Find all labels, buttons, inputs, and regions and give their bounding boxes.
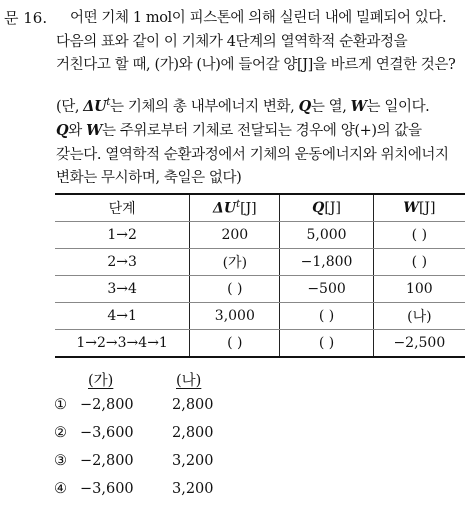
choice-number: ④ bbox=[54, 481, 67, 497]
cell-step: 1→2→3→4→1 bbox=[55, 330, 190, 358]
header-q: Q[J] bbox=[280, 194, 373, 222]
stem-line: 다음의 표와 같이 이 기체가 4단계의 열역학적 순환과정을 bbox=[56, 33, 408, 50]
choice-header-na: (나) bbox=[176, 373, 202, 389]
cell-q: 5,000 bbox=[280, 222, 373, 249]
thermo-cycle-table bbox=[55, 193, 465, 358]
cell-w: 100 bbox=[373, 276, 465, 303]
choice-value-na: 2,800 bbox=[172, 397, 214, 413]
cell-delta-u: 3,000 bbox=[190, 303, 280, 330]
cell-q: ( ) bbox=[280, 330, 373, 358]
cell-w: (나) bbox=[373, 303, 465, 330]
cell-delta-u: 200 bbox=[190, 222, 280, 249]
cell-w: ( ) bbox=[373, 249, 465, 276]
choice-number: ② bbox=[54, 425, 67, 441]
table-row bbox=[55, 303, 465, 330]
cell-step: 1→2 bbox=[55, 222, 190, 249]
cell-w: ( ) bbox=[373, 222, 465, 249]
q-symbol: Q bbox=[56, 122, 69, 140]
choice-number: ① bbox=[54, 397, 67, 413]
stem-line: 어떤 기체 1 mol이 피스톤에 의해 실린더 내에 밀폐되어 있다. bbox=[70, 10, 447, 26]
table-row bbox=[55, 276, 465, 303]
cell-step: 4→1 bbox=[55, 303, 190, 330]
choice-value-ga: −3,600 bbox=[80, 481, 134, 497]
w-symbol: W bbox=[350, 97, 367, 115]
cell-delta-u: ( ) bbox=[190, 276, 280, 303]
q-symbol: Q bbox=[298, 97, 311, 115]
cell-w: −2,500 bbox=[373, 330, 465, 358]
choice-value-na: 3,200 bbox=[172, 481, 214, 497]
cell-step: 2→3 bbox=[55, 249, 190, 276]
table-row bbox=[55, 222, 465, 249]
w-symbol: W bbox=[86, 122, 102, 140]
condition-line: 변화는 무시하며, 축일은 없다) bbox=[56, 170, 242, 187]
choice-number: ③ bbox=[54, 453, 67, 469]
cell-q: −1,800 bbox=[280, 249, 373, 276]
table-row bbox=[55, 330, 465, 358]
header-w: W[J] bbox=[373, 194, 465, 222]
header-delta-u: $\Delta U^t[J]$ bbox=[190, 194, 280, 222]
question-stem bbox=[56, 7, 466, 78]
condition-line: Q와 W는 주위로부터 기체로 전달되는 경우에 양(+)의 값을 bbox=[56, 122, 422, 140]
cell-q: −500 bbox=[280, 276, 373, 303]
choice-value-na: 3,200 bbox=[172, 453, 214, 469]
question-number: 문 16. bbox=[4, 9, 48, 27]
delta-u-symbol: ΔU bbox=[83, 97, 107, 115]
question-condition bbox=[56, 91, 466, 191]
choice-header-ga: (가) bbox=[88, 373, 114, 389]
choice-value-ga: −3,600 bbox=[80, 425, 134, 441]
choice-value-ga: −2,800 bbox=[80, 453, 134, 469]
choice-value-ga: −2,800 bbox=[80, 397, 134, 413]
condition-line: (단, $\Delta U^t$는 기체의 총 내부에너지 변화, Q는 열, W는 일이다. bbox=[56, 97, 430, 115]
condition-line: 갖는다. 열역학적 순환과정에서 기체의 운동에너지와 위치에너지 bbox=[56, 146, 449, 163]
cell-step: 3→4 bbox=[55, 276, 190, 303]
table-header-row bbox=[55, 194, 465, 222]
header-step: 단계 bbox=[55, 194, 190, 222]
cell-delta-u: (가) bbox=[190, 249, 280, 276]
table-row bbox=[55, 249, 465, 276]
cell-q: ( ) bbox=[280, 303, 373, 330]
cell-delta-u: ( ) bbox=[190, 330, 280, 358]
choice-value-na: 2,800 bbox=[172, 425, 214, 441]
stem-line: 거친다고 할 때, (가)와 (나)에 들어갈 양[J]을 바르게 연결한 것은? bbox=[56, 57, 456, 73]
